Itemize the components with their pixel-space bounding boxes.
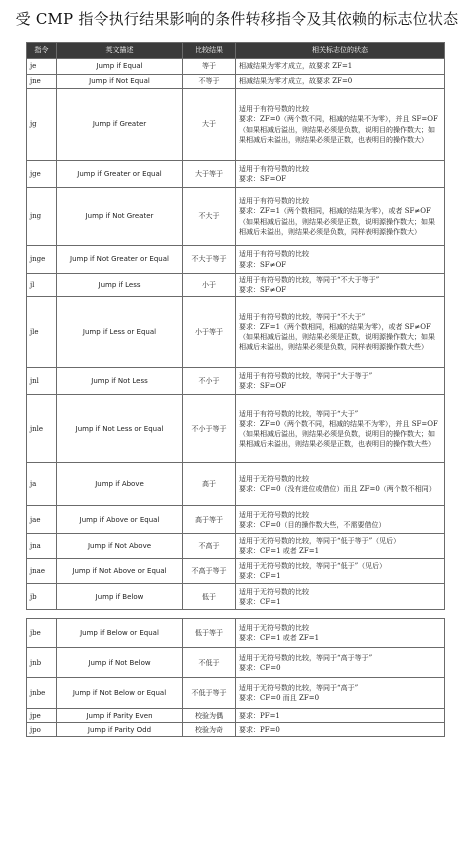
table-row <box>27 368 445 395</box>
comparison-result-cell: 不低于等于 <box>183 678 236 709</box>
flag-status-cell: 适用于有符号数的比较 要求：SF=OF <box>236 161 445 188</box>
table-row <box>27 297 445 368</box>
comparison-result-cell: 不大于等于 <box>183 246 236 274</box>
flag-status-cell: 适用于有符号数的比较，等同于“不大于” 要求：ZF=1（两个数相同，相减的结果为零），或者 SF≠OF（如果相减后溢出，则结果必须是正数，说明源操作数大；如果相减后未溢出，则结果必须是负数，同样表明源操作数大些） <box>236 297 445 368</box>
comparison-result-cell: 低于 <box>183 584 236 610</box>
english-description-cell: Jump if Not Above <box>57 534 183 559</box>
table-row <box>27 709 445 723</box>
instruction-cell: jnae <box>27 559 57 584</box>
table-row <box>27 274 445 297</box>
english-description-cell: Jump if Not Less <box>57 368 183 395</box>
english-description-cell: Jump if Below or Equal <box>57 619 183 648</box>
english-description-cell: Jump if Not Below or Equal <box>57 678 183 709</box>
instruction-cell: jae <box>27 506 57 534</box>
english-description-cell: Jump if Parity Odd <box>57 723 183 737</box>
flag-status-cell: 相减结果为零才成立，故要求 ZF=1 <box>236 59 445 75</box>
flag-status-cell: 适用于无符号数的比较 要求：CF=0（目的操作数大些，不需要借位） <box>236 506 445 534</box>
table-row <box>27 246 445 274</box>
instruction-cell: jnbe <box>27 678 57 709</box>
comparison-result-cell: 不等于 <box>183 75 236 89</box>
instruction-cell: jpe <box>27 709 57 723</box>
instruction-cell: jnle <box>27 395 57 463</box>
comparison-result-cell: 高于等于 <box>183 506 236 534</box>
flag-status-cell: 适用于有符号数的比较 要求：ZF=0（两个数不同，相减的结果不为零），并且 SF=OF（如果相减后溢出，则结果必须是负数，说明目的操作数大；如果相减后未溢出，则结果必须是正数，也表明目的操作数大） <box>236 89 445 161</box>
flag-status-cell: 适用于有符号数的比较 要求：SF≠OF <box>236 246 445 274</box>
english-description-cell: Jump if Less <box>57 274 183 297</box>
flag-status-cell: 适用于无符号数的比较，等同于“高于” 要求：CF=0 而且 ZF=0 <box>236 678 445 709</box>
instruction-cell: jb <box>27 584 57 610</box>
table-row <box>27 395 445 463</box>
flag-status-cell: 适用于无符号数的比较 要求：CF=0（没有进位或借位）而且 ZF=0（两个数不相同） <box>236 463 445 506</box>
comparison-result-cell: 低于等于 <box>183 619 236 648</box>
flag-status-cell: 适用于有符号数的比较，等同于“大于” 要求：ZF=0（两个数不同，相减的结果不为零），并且 SF=OF（如果相减后溢出，则结果必须是负数，说明目的操作数大；如果相减后未溢出，则结果必须是正数，也表明目的操作数大些） <box>236 395 445 463</box>
table-row <box>27 584 445 610</box>
table-row <box>27 161 445 188</box>
english-description-cell: Jump if Not Equal <box>57 75 183 89</box>
english-description-cell: Jump if Greater <box>57 89 183 161</box>
flag-status-cell: 适用于有符号数的比较 要求：ZF=1（两个数相同，相减的结果为零），或者 SF≠OF（如果相减后溢出，则结果必须是正数，说明源操作数大；如果相减后未溢出，则结果必须是负数，同样表明源操作数大） <box>236 188 445 246</box>
instruction-cell: jpo <box>27 723 57 737</box>
english-description-cell: Jump if Less or Equal <box>57 297 183 368</box>
flag-status-cell: 适用于无符号数的比较，等同于“低于等于”（见后） 要求：CF=1 或者 ZF=1 <box>236 534 445 559</box>
conditional-jump-table <box>26 42 445 737</box>
comparison-result-cell: 等于 <box>183 59 236 75</box>
english-description-cell: Jump if Parity Even <box>57 709 183 723</box>
table-row <box>27 59 445 75</box>
instruction-cell: jng <box>27 188 57 246</box>
instruction-cell: jge <box>27 161 57 188</box>
table-row <box>27 678 445 709</box>
flag-status-cell: 适用于无符号数的比较 要求：CF=1 或者 ZF=1 <box>236 619 445 648</box>
comparison-result-cell: 不小于 <box>183 368 236 395</box>
instruction-cell: je <box>27 59 57 75</box>
flag-status-cell: 适用于无符号数的比较，等同于“低于”（见后） 要求：CF=1 <box>236 559 445 584</box>
gap-cell <box>27 610 445 619</box>
flag-status-cell: 要求：PF=1 <box>236 709 445 723</box>
table-row <box>27 75 445 89</box>
instruction-cell: jne <box>27 75 57 89</box>
comparison-result-cell: 小于等于 <box>183 297 236 368</box>
table-row <box>27 559 445 584</box>
header-instruction: 指令 <box>27 43 57 59</box>
english-description-cell: Jump if Above <box>57 463 183 506</box>
instruction-cell: jnl <box>27 368 57 395</box>
table-row <box>27 648 445 678</box>
instruction-cell: jg <box>27 89 57 161</box>
instruction-cell: jnge <box>27 246 57 274</box>
comparison-result-cell: 大于 <box>183 89 236 161</box>
english-description-cell: Jump if Not Less or Equal <box>57 395 183 463</box>
instruction-cell: jbe <box>27 619 57 648</box>
comparison-result-cell: 不大于 <box>183 188 236 246</box>
instruction-cell: jl <box>27 274 57 297</box>
table-gap <box>27 610 445 619</box>
comparison-result-cell: 不小于等于 <box>183 395 236 463</box>
english-description-cell: Jump if Greater or Equal <box>57 161 183 188</box>
table-row <box>27 89 445 161</box>
comparison-result-cell: 大于等于 <box>183 161 236 188</box>
comparison-result-cell: 不高于等于 <box>183 559 236 584</box>
english-description-cell: Jump if Below <box>57 584 183 610</box>
header-comparison-result: 比较结果 <box>183 43 236 59</box>
instruction-cell: jna <box>27 534 57 559</box>
page-title: 受 CMP 指令执行结果影响的条件转移指令及其依赖的标志位状态 <box>15 10 459 28</box>
flag-status-cell: 要求：PF=0 <box>236 723 445 737</box>
comparison-result-cell: 校验为偶 <box>183 709 236 723</box>
english-description-cell: Jump if Not Greater or Equal <box>57 246 183 274</box>
comparison-result-cell: 小于 <box>183 274 236 297</box>
table-body <box>27 59 445 737</box>
table-row <box>27 619 445 648</box>
header-english-description: 英文描述 <box>57 43 183 59</box>
english-description-cell: Jump if Not Greater <box>57 188 183 246</box>
instruction-cell: ja <box>27 463 57 506</box>
english-description-cell: Jump if Not Below <box>57 648 183 678</box>
instruction-cell: jnb <box>27 648 57 678</box>
english-description-cell: Jump if Equal <box>57 59 183 75</box>
flag-status-cell: 适用于无符号数的比较，等同于“高于等于” 要求：CF=0 <box>236 648 445 678</box>
header-flag-status: 相关标志位的状态 <box>236 43 445 59</box>
flag-status-cell: 适用于无符号数的比较 要求：CF=1 <box>236 584 445 610</box>
table-row <box>27 188 445 246</box>
comparison-result-cell: 不高于 <box>183 534 236 559</box>
flag-status-cell: 相减结果为零才成立，故要求 ZF=0 <box>236 75 445 89</box>
comparison-result-cell: 不低于 <box>183 648 236 678</box>
english-description-cell: Jump if Above or Equal <box>57 506 183 534</box>
table-row <box>27 506 445 534</box>
comparison-result-cell: 校验为奇 <box>183 723 236 737</box>
flag-status-cell: 适用于有符号数的比较，等同于“大于等于” 要求：SF=OF <box>236 368 445 395</box>
instruction-cell: jle <box>27 297 57 368</box>
table-row <box>27 723 445 737</box>
comparison-result-cell: 高于 <box>183 463 236 506</box>
table-row <box>27 463 445 506</box>
table-row <box>27 534 445 559</box>
table-header-row <box>27 43 445 59</box>
flag-status-cell: 适用于有符号数的比较，等同于“不大于等于” 要求：SF≠OF <box>236 274 445 297</box>
english-description-cell: Jump if Not Above or Equal <box>57 559 183 584</box>
